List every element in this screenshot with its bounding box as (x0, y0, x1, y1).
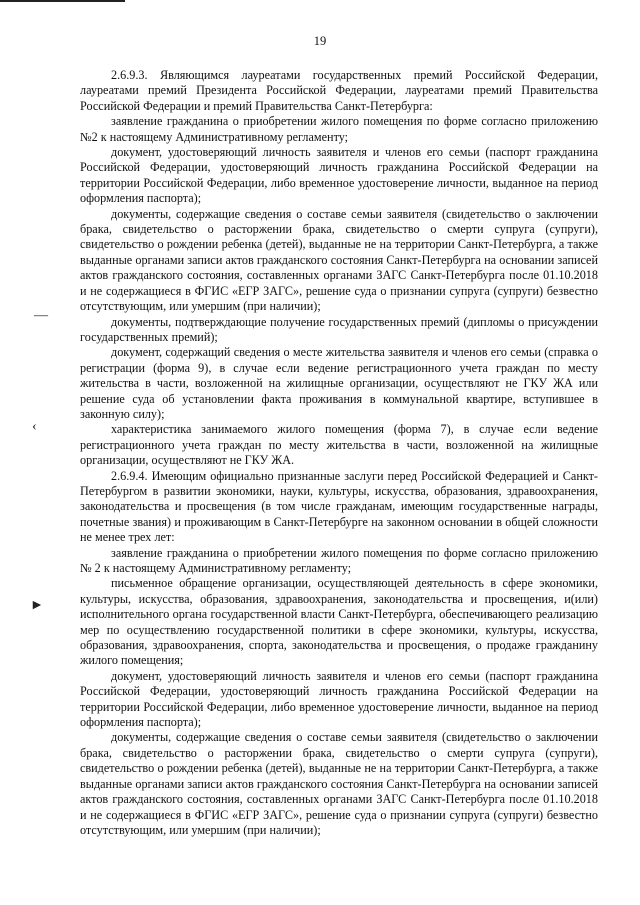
paragraph: характеристика занимаемого жилого помещения (форма 7), в случае если ведение регистрационного учета граждан по месту жительства в части, возложенной на жилищные организации, осуществляют не ГКУ ЖА. (80, 422, 598, 468)
scan-mark: — (34, 308, 48, 323)
paragraph: письменное обращение организации, осуществляющей деятельность в сфере экономики, культуры, искусства, образования, здравоохранения, законодательства и просвещения, и(или) исполнительного органа государственной власти Санкт-Петербурга, обеспечивающего реализацию мер по осуществлению государственной политики в сфере экономики, культуры, искусства, образования, здравоохранения, спорта, законодательства и просвещения, о продаже гражданину жилого помещения; (80, 576, 598, 668)
paragraph: документ, удостоверяющий личность заявителя и членов его семьи (паспорт гражданина Российской Федерации, удостоверяющий личность гражданина Российской Федерации на территории Российской Федерации, либо временное удостоверение личности, выданное на период оформления паспорта); (80, 668, 598, 730)
paragraph: документы, подтверждающие получение государственных премий (дипломы о присуждении государственных премий); (80, 314, 598, 344)
scan-mark: ► (30, 598, 44, 613)
paragraph: заявление гражданина о приобретении жилого помещения по форме согласно приложению № 2 к настоящему Административному регламенту; (80, 545, 598, 575)
paragraph: документы, содержащие сведения о составе семьи заявителя (свидетельство о заключении брака, свидетельство о расторжении брака, свидетельство о смерти супруга (супруги), свидетельство о рождении ребенка (детей), выданные не на территории Санкт-Петербурга, а также выданные органами записи актов гражданского состояния Санкт-Петербурга на основании записей актов гражданского состояния, составленных органами ЗАГС Санкт-Петербурга после 01.10.2018 и не содержащиеся в ФГИС «ЕГР ЗАГС», решение суда о признании супруга (супруги) безвестно отсутствующим, или умершим (при наличии); (80, 730, 598, 837)
document-body (80, 68, 598, 838)
page-number: 19 (313, 34, 327, 48)
paragraph-2-6-9-4-heading: 2.6.9.4. Имеющим официально признанные заслуги перед Российской Федерацией и Санкт-Петербургом в развитии экономики, науки, культуры, искусства, образования, здравоохранения, законодательства и просвещения (в том числе гражданам, имеющим государственные награды, почетные звания) и проживающим в Санкт-Петербурге на законном основании в общей сложности не менее трех лет: (80, 468, 598, 545)
paragraph: документ, содержащий сведения о месте жительства заявителя и членов его семьи (справка о регистрации (форма 9), в случае если ведение регистрационного учета граждан по месту жительства в части, возложенной на жилищные организации, осуществляют не ГКУ ЖА или решение суда об установлении факта проживания в коммунальной квартире, вступившее в законную силу); (80, 345, 598, 421)
paragraph: документы, содержащие сведения о составе семьи заявителя (свидетельство о заключении брака, свидетельство о расторжении брака, свидетельство о смерти супруга (супруги), свидетельство о рождении ребенка (детей), выданные не на территории Санкт-Петербурга, а также выданные органами записи актов гражданского состояния Санкт-Петербурга на основании записей актов гражданского состояния, составленных органами ЗАГС Санкт-Петербурга после 01.10.2018 и не содержащиеся в ФГИС «ЕГР ЗАГС», решение суда о признании супруга (супруги) безвестно отсутствующим, или умершим (при наличии); (80, 206, 598, 314)
scan-mark: ‹ (32, 419, 37, 434)
paragraph: документ, удостоверяющий личность заявителя и членов его семьи (паспорт гражданина Российской Федерации, удостоверяющий личность гражданина Российской Федерации на территории Российской Федерации, либо временное удостоверение личности, выданное на период оформления паспорта); (80, 145, 598, 206)
scan-edge-line (0, 0, 125, 2)
paragraph: заявление гражданина о приобретении жилого помещения по форме согласно приложению №2 к настоящему Административному регламенту; (80, 114, 598, 144)
paragraph-2-6-9-3-heading: 2.6.9.3. Являющимся лауреатами государственных премий Российской Федерации, лауреатами премий Президента Российской Федерации, лауреатами премий Правительства Российской Федерации и премий Правительства Санкт-Петербурга: (80, 68, 598, 113)
